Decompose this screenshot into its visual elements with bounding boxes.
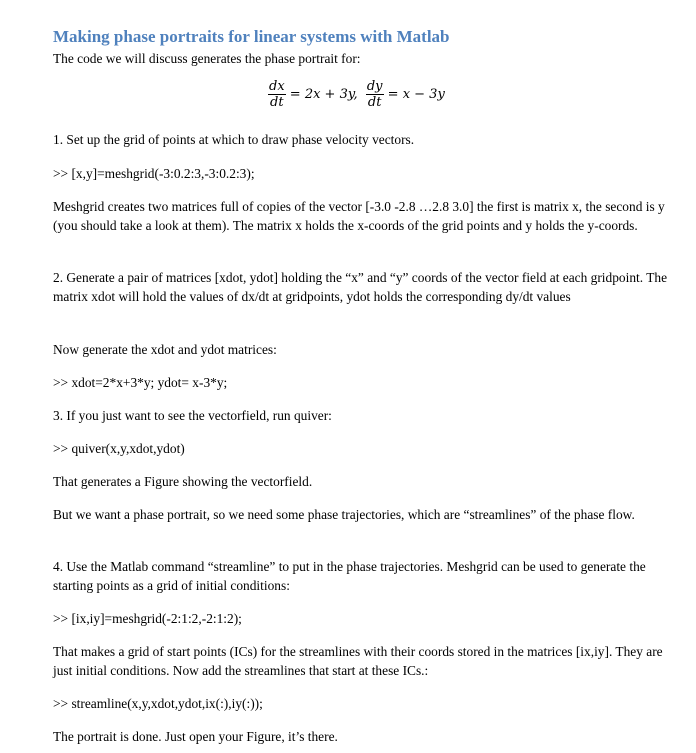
step-3-text: 3. If you just want to see the vectorfield, run quiver: bbox=[53, 408, 332, 423]
code-xdot-ydot: >> xdot=2*x+3*y; ydot= x-3*y; bbox=[53, 375, 228, 390]
equation-rhs-1: = 2x + 3y, bbox=[285, 87, 366, 102]
fraction-denominator: dt bbox=[367, 95, 382, 110]
code-meshgrid: >> [x,y]=meshgrid(-3:0.2:3,-3:0.2:3); bbox=[53, 166, 255, 181]
portrait-done-text: The portrait is done. Just open your Figure, it’s there. bbox=[53, 729, 338, 744]
equation bbox=[268, 79, 508, 121]
fraction-denominator: dt bbox=[270, 95, 284, 110]
code-quiver: >> quiver(x,y,xdot,ydot) bbox=[53, 441, 185, 456]
fraction-dy-dt bbox=[366, 79, 384, 110]
intro-text: The code we will discuss generates the phase portrait for: bbox=[53, 51, 361, 66]
generate-matrices-text: Now generate the xdot and ydot matrices: bbox=[53, 342, 277, 357]
fraction-dx-dt bbox=[268, 79, 286, 110]
code-ix-iy-meshgrid: >> [ix,iy]=meshgrid(-2:1:2,-2:1:2); bbox=[53, 611, 242, 626]
phase-portrait-text: But we want a phase portrait, so we need some phase trajectories, which are “streamlines” of the phase flow. bbox=[53, 507, 635, 522]
step-1-text: 1. Set up the grid of points at which to draw phase velocity vectors. bbox=[53, 132, 415, 147]
start-points-text: That makes a grid of start points (ICs) for the streamlines with their coords stored in the matrices [ix,iy]. They are just initial conditions. Now add the streamlines that start at these ICs.: bbox=[53, 644, 663, 678]
meshgrid-explanation: Meshgrid creates two matrices full of copies of the vector [-3.0 -2.8 …2.8 3.0] the first is matrix x, the second is y (you should take a look at them). The matrix x holds the x-coords of the grid points and y holds the y-coords. bbox=[53, 199, 665, 233]
equation-rhs-2: = x − 3y bbox=[383, 87, 445, 102]
fraction-numerator: dx bbox=[269, 79, 285, 94]
code-streamline: >> streamline(x,y,xdot,ydot,ix(:),iy(:)); bbox=[53, 696, 263, 711]
figure-text: That generates a Figure showing the vectorfield. bbox=[53, 474, 313, 489]
step-2-text: 2. Generate a pair of matrices [xdot, ydot] holding the “x” and “y” coords of the vector field at each gridpoint. The matrix xdot will hold the values of dx/dt at gridpoints, ydot holds the corresponding dy/dt values bbox=[53, 270, 668, 304]
fraction-numerator: dy bbox=[366, 79, 383, 94]
step-4-text: 4. Use the Matlab command “streamline” to put in the phase trajectories. Meshgrid can be used to generate the starting points as a grid of initial conditions: bbox=[53, 559, 646, 593]
document-title: Making phase portraits for linear systems with Matlab bbox=[53, 27, 450, 46]
